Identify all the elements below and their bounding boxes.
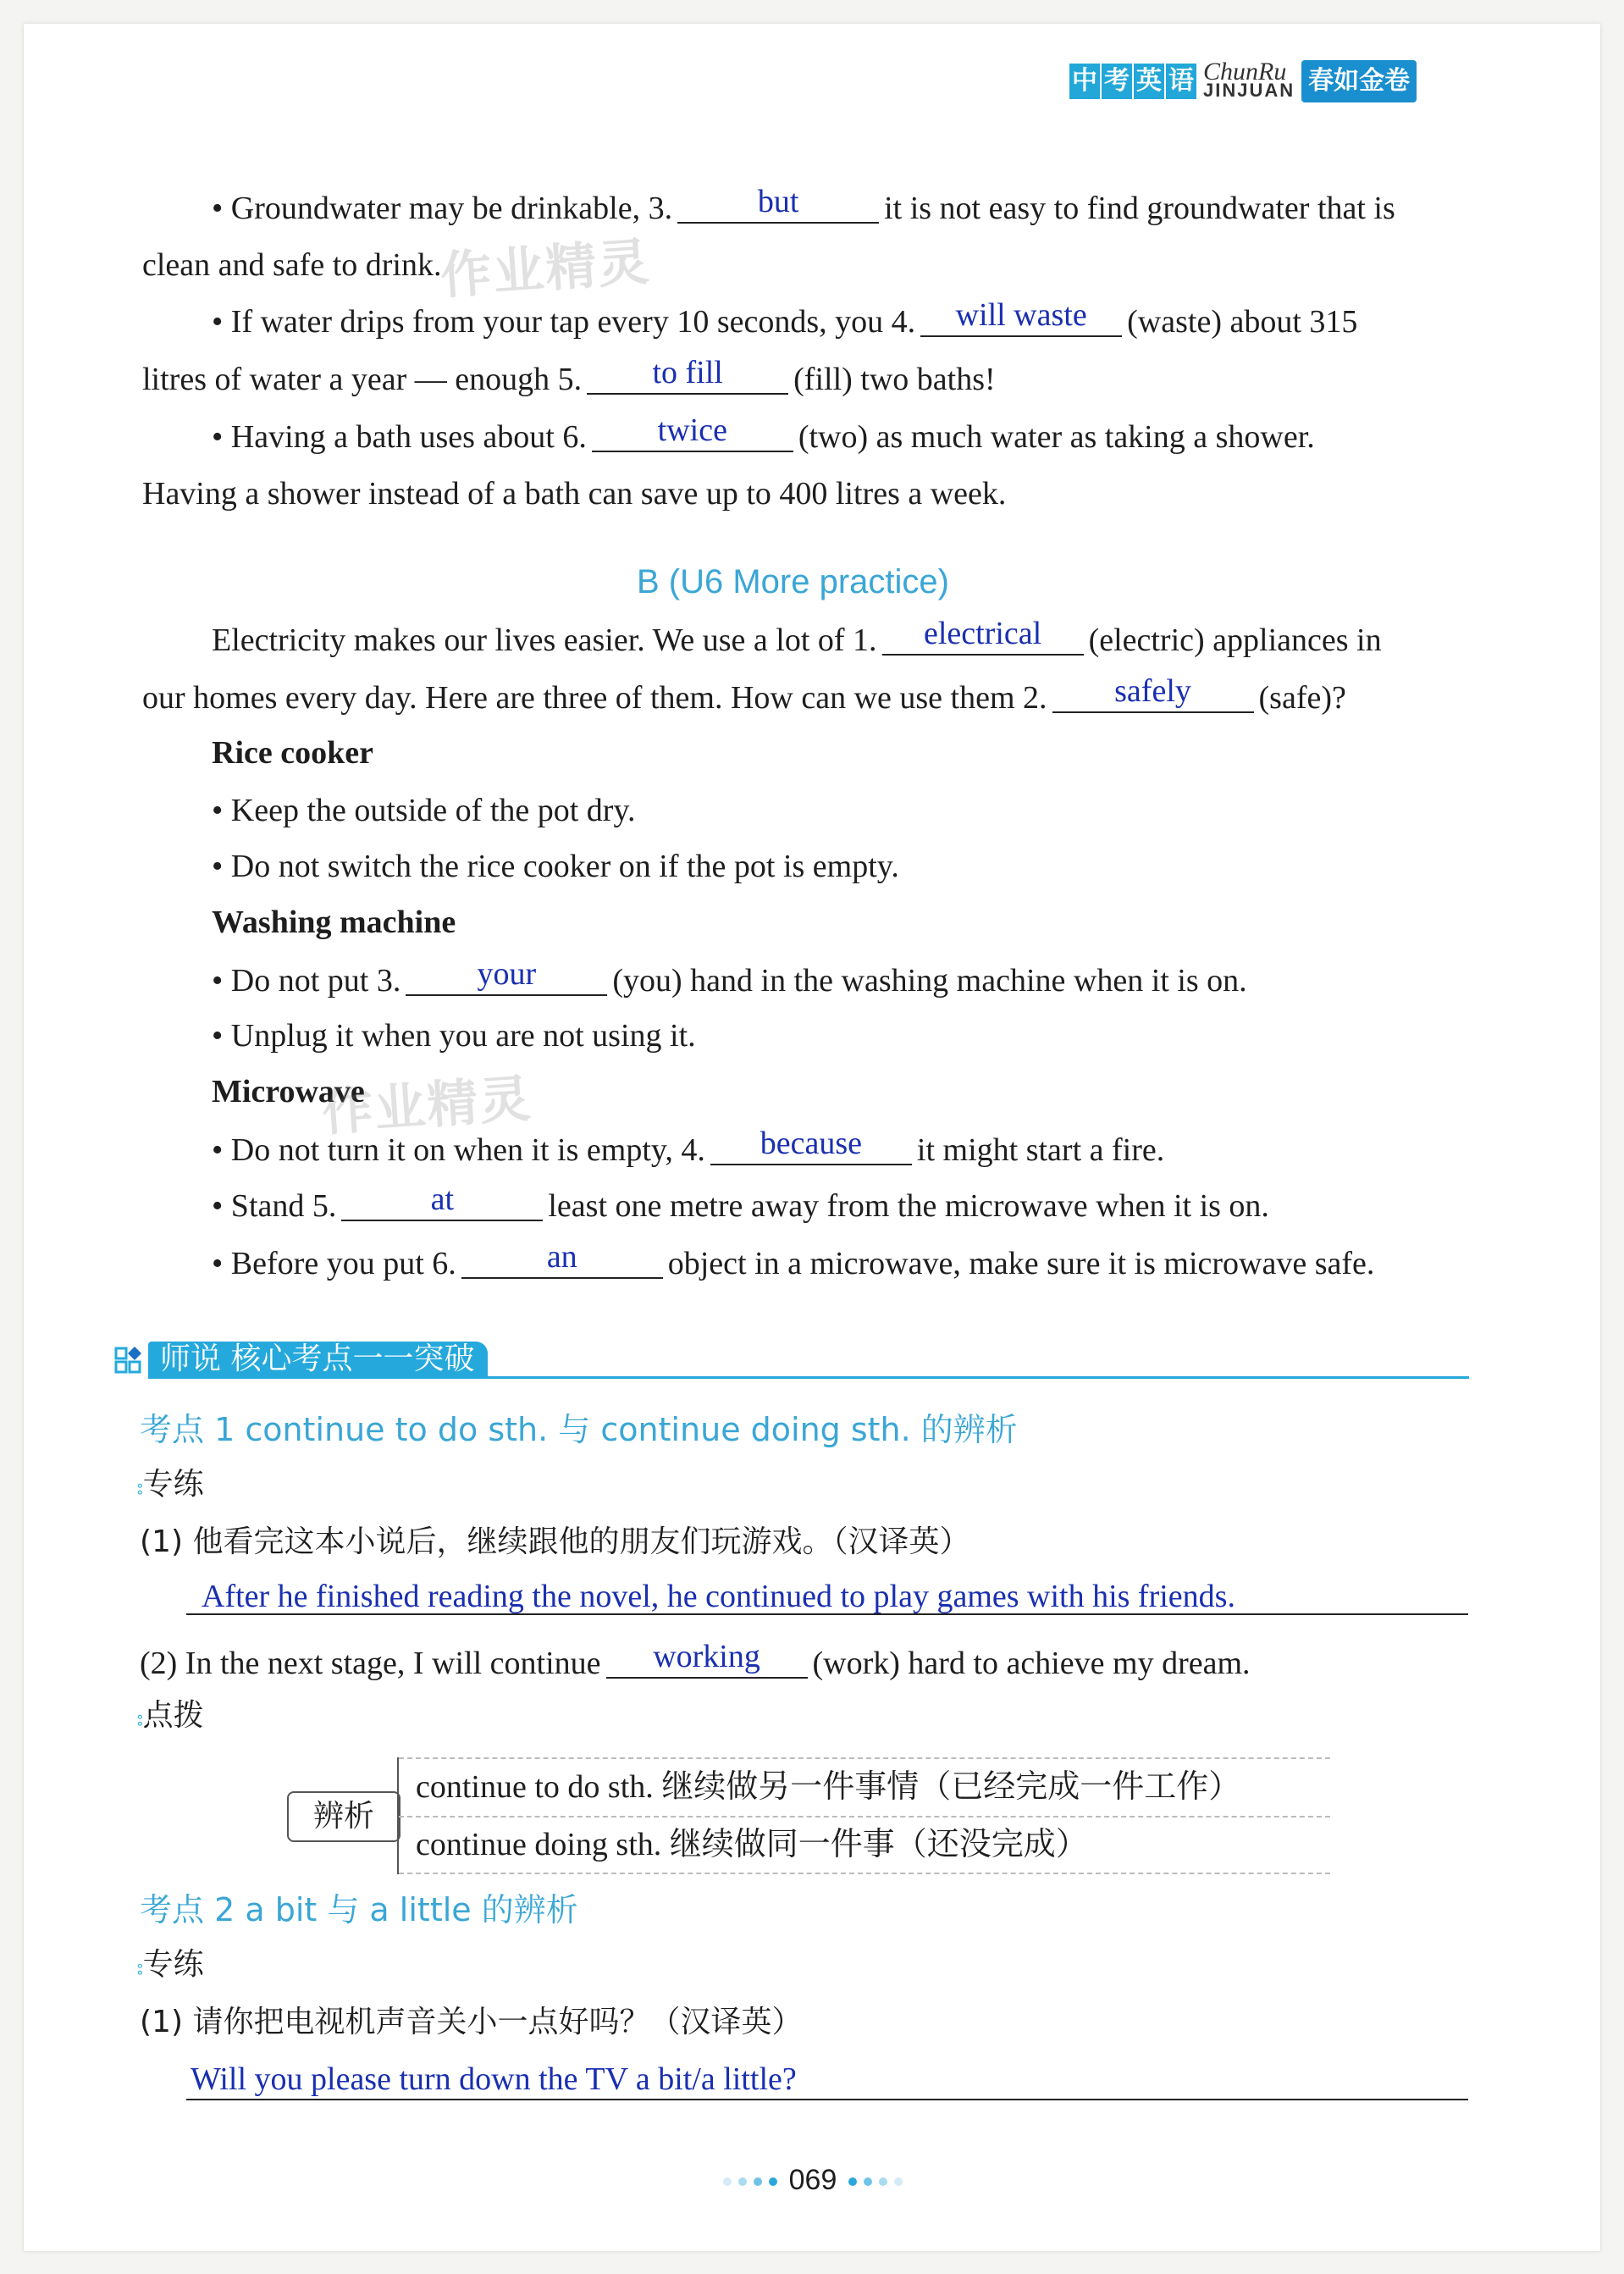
- section-banner: [114, 1338, 1469, 1380]
- answer-a5: to fill: [652, 355, 723, 390]
- kp1-title-text: 考点 1 continue to do sth. 与 continue doing sth. 的辨析: [140, 1411, 1018, 1448]
- text: 点拨: [142, 1698, 204, 1733]
- answer-kp1-a2: working: [653, 1639, 760, 1674]
- blank-b5[interactable]: [341, 1181, 543, 1221]
- dot-icon: [848, 2177, 857, 2186]
- answer-b6: an: [546, 1239, 577, 1275]
- text: (electric) appliances in: [1088, 622, 1382, 658]
- text: (work) hard to achieve my dream.: [812, 1646, 1251, 1681]
- text: (fill) two baths!: [793, 362, 996, 397]
- text: Electricity makes our lives easier. We use a lot of 1.: [212, 622, 877, 658]
- practice-marker-icon: ⦂: [137, 1958, 143, 1979]
- kp1-a1: After he finished reading the novel, he continued to play games with his friends.: [202, 1579, 1235, 1614]
- text: • Having a bath uses about 6.: [212, 419, 587, 455]
- dot-icon: [864, 2177, 872, 2186]
- grid-diamond-icon: [114, 1345, 145, 1375]
- page-number-text: 069: [788, 2164, 837, 2196]
- dot-icon: [769, 2177, 777, 2186]
- kp2-practice: [137, 1945, 204, 1989]
- answer-a4: will waste: [955, 297, 1087, 333]
- rice-cooker-tip-1: • Keep the outside of the pot dry.: [212, 793, 636, 828]
- kp2-title: 考点 2 a bit 与 a little 的辨析: [140, 1891, 578, 1928]
- text: (you) hand in the washing machine when it is on.: [612, 963, 1247, 999]
- blank-a6[interactable]: [592, 412, 793, 452]
- dot-icon: [879, 2177, 887, 2186]
- header-box-4: 语: [1166, 64, 1196, 99]
- kp1-q2: [140, 1639, 1251, 1683]
- text: litres of water a year — enough 5.: [142, 362, 583, 397]
- header-brand: [1203, 58, 1295, 101]
- answer-a3: but: [757, 184, 799, 219]
- blank-kp1-a2[interactable]: [606, 1639, 808, 1679]
- tips-marker-icon: ⦂: [137, 1709, 143, 1730]
- brand-logo: 春如金卷: [1301, 60, 1417, 102]
- brand-top: ChunRu: [1203, 58, 1287, 86]
- blank-b4[interactable]: [710, 1126, 912, 1165]
- parta-line-1: [212, 184, 1395, 228]
- text: it might start a fire.: [916, 1132, 1165, 1168]
- text: • Do not turn it on when it is empty, 4.: [212, 1132, 705, 1168]
- header-box-2: 考: [1102, 64, 1132, 99]
- text: least one metre away from the microwave when it is on.: [548, 1188, 1269, 1224]
- answer-b3: your: [477, 956, 537, 992]
- analysis-row-2: continue doing sth. 继续做同一件事（还没完成）: [416, 1827, 1088, 1862]
- kp1-q1: (1) 他看完这本小说后，继续跟他的朋友们玩游戏。（汉译英）: [140, 1524, 970, 1559]
- brand-bottom: JINJUAN: [1203, 80, 1295, 101]
- text: our homes every day. Here are three of them. How can we use them 2.: [142, 680, 1047, 716]
- rice-cooker-tip-2: • Do not switch the rice cooker on if the pot is empty.: [212, 849, 899, 884]
- analysis-sep: [399, 1816, 1330, 1818]
- banner-title: 师说 核心考点一一突破: [148, 1342, 488, 1377]
- banner-rule: [148, 1376, 1469, 1379]
- header-box-3: 英: [1134, 64, 1164, 99]
- partb-title: B (U6 More practice): [637, 563, 949, 600]
- kp2-q1: (1) 请你把电视机声音关小一点好吗？（汉译英）: [140, 2005, 803, 2039]
- header-badge: [1069, 58, 1417, 105]
- blank-a3[interactable]: [677, 184, 879, 224]
- partb-line-1: [212, 616, 1382, 660]
- parta-line-2: clean and safe to drink.: [142, 247, 442, 283]
- text: object in a microwave, make sure it is microwave safe.: [667, 1246, 1375, 1281]
- analysis-sep: [399, 1873, 1330, 1874]
- parta-line-5: [212, 412, 1315, 456]
- answer-b1: electrical: [923, 616, 1042, 651]
- text: it is not easy to find groundwater that is: [884, 191, 1395, 226]
- analysis-sep: [399, 1757, 1330, 1759]
- parta-line-6: Having a shower instead of a bath can save up to 400 litres a week.: [142, 476, 1007, 512]
- kp1-title: [140, 1410, 1018, 1450]
- kp1-practice: [137, 1465, 204, 1508]
- watermark: 作业精灵: [439, 232, 653, 307]
- washing-tip-1: [212, 956, 1247, 1000]
- text: 专练: [142, 1947, 204, 1982]
- analysis-row-1: continue to do sth. 继续做另一件事情（已经完成一件工作）: [416, 1769, 1241, 1805]
- microwave-tip-3: [212, 1239, 1375, 1283]
- parta-line-4: [142, 355, 996, 399]
- text: • If water drips from your tap every 10 seconds, you 4.: [212, 304, 916, 340]
- text: (safe)?: [1258, 680, 1346, 716]
- answer-a6: twice: [657, 412, 727, 448]
- header-box-1: 中: [1069, 64, 1100, 99]
- kp1-tips: [137, 1696, 204, 1740]
- text: 专练: [142, 1467, 204, 1502]
- text: (waste) about 315: [1127, 304, 1358, 340]
- washing-tip-2: • Unplug it when you are not using it.: [212, 1018, 696, 1054]
- kp2-a1-line[interactable]: [186, 2099, 1468, 2100]
- text: (two) as much water as taking a shower.: [798, 419, 1315, 455]
- page-number: [677, 2164, 948, 2197]
- kp2-a1: Will you please turn down the TV a bit/a little?: [191, 2061, 797, 2097]
- blank-a5[interactable]: [587, 355, 788, 395]
- analysis-box: [397, 1757, 1330, 1874]
- microwave-tip-2: [212, 1181, 1269, 1226]
- dot-icon: [723, 2177, 732, 2186]
- blank-b2[interactable]: [1052, 673, 1254, 713]
- parta-line-3: [212, 297, 1358, 341]
- heading-rice-cooker: Rice cooker: [212, 735, 373, 771]
- partb-line-2: [142, 673, 1346, 717]
- dot-icon: [754, 2177, 762, 2186]
- text: • Stand 5.: [212, 1188, 337, 1224]
- answer-b2: safely: [1114, 673, 1191, 709]
- heading-microwave: Microwave: [212, 1074, 365, 1109]
- text: • Before you put 6.: [212, 1246, 456, 1281]
- microwave-tip-1: [212, 1126, 1165, 1170]
- text: • Do not put 3.: [212, 963, 401, 999]
- answer-b4: because: [760, 1126, 863, 1161]
- blank-b1[interactable]: [882, 616, 1084, 656]
- blank-a4[interactable]: [920, 297, 1122, 337]
- practice-marker-icon: ⦂: [137, 1478, 143, 1499]
- blank-b6[interactable]: [461, 1239, 663, 1279]
- blank-b3[interactable]: [406, 956, 607, 996]
- text: • Groundwater may be drinkable, 3.: [212, 191, 673, 226]
- analysis-label: 辨析: [287, 1791, 400, 1842]
- dot-icon: [894, 2177, 903, 2186]
- dot-icon: [738, 2177, 747, 2186]
- text: (2) In the next stage, I will continue: [140, 1646, 601, 1681]
- watermark: 作业精灵: [320, 1069, 534, 1143]
- answer-b5: at: [430, 1181, 455, 1217]
- heading-washing-machine: Washing machine: [212, 905, 456, 940]
